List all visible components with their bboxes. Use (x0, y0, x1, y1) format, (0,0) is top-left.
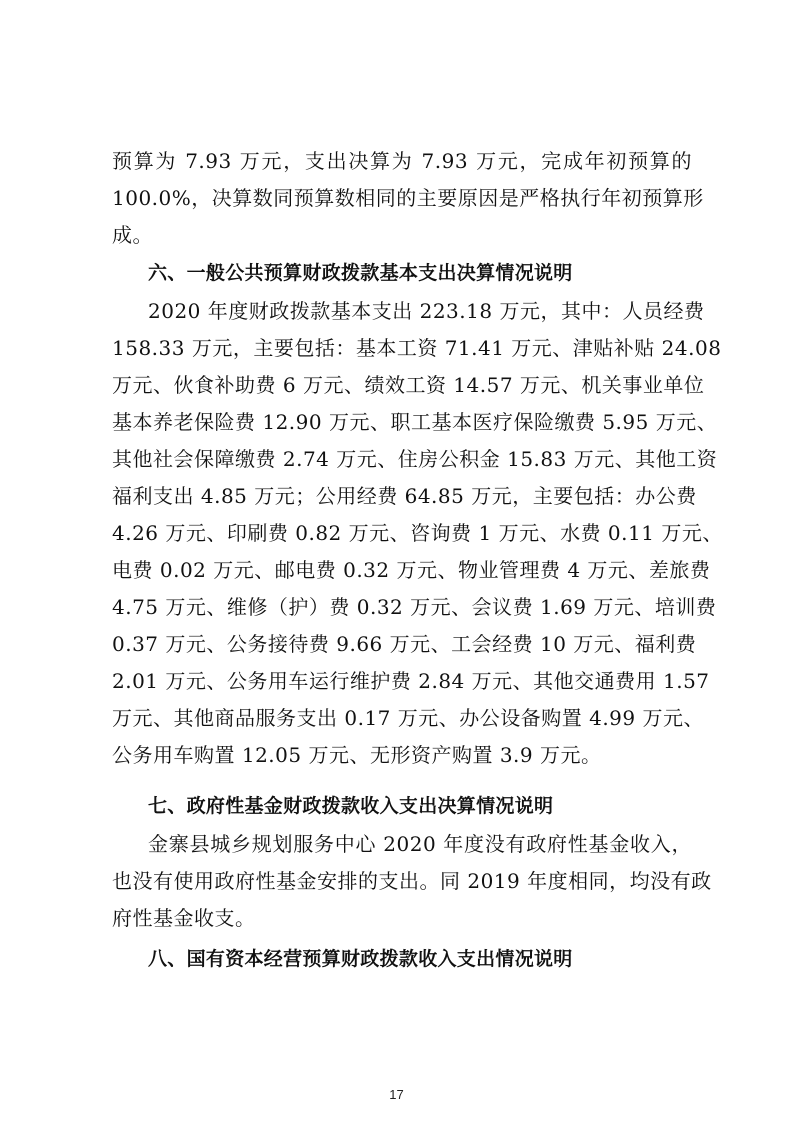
paragraph-line: 成。 (112, 223, 153, 247)
section-7-heading: 七、政府性基金财政拨款收入支出决算情况说明 (148, 795, 554, 817)
paragraph-line: 电费 0.02 万元、邮电费 0.32 万元、物业管理费 4 万元、差旅费 (112, 558, 711, 582)
paragraph-line: 福利支出 4.85 万元；公用经费 64.85 万元，主要包括：办公费 (112, 484, 697, 508)
paragraph-line: 2020 年度财政拨款基本支出 223.18 万元，其中：人员经费 (148, 299, 705, 323)
section-6-heading: 六、一般公共预算财政拨款基本支出决算情况说明 (148, 262, 573, 284)
paragraph-line: 预算为 7.93 万元，支出决算为 7.93 万元，完成年初预算的 (112, 149, 692, 173)
paragraph-line: 100.0%，决算数同预算数相同的主要原因是严格执行年初预算形 (112, 186, 704, 210)
paragraph-line: 金寨县城乡规划服务中心 2020 年度没有政府性基金收入， (148, 832, 692, 856)
paragraph-line: 公务用车购置 12.05 万元、无形资产购置 3.9 万元。 (112, 743, 602, 767)
paragraph-line: 4.75 万元、维修（护）费 0.32 万元、会议费 1.69 万元、培训费 (112, 595, 717, 619)
paragraph-line: 158.33 万元，主要包括：基本工资 71.41 万元、津贴补贴 24.08 (112, 336, 722, 360)
paragraph-line: 万元、其他商品服务支出 0.17 万元、办公设备购置 4.99 万元、 (112, 706, 704, 730)
paragraph-line: 2.01 万元、公务用车运行维护费 2.84 万元、其他交通费用 1.57 (112, 669, 710, 693)
paragraph-line: 其他社会保障缴费 2.74 万元、住房公积金 15.83 万元、其他工资 (112, 447, 718, 471)
paragraph-line: 基本养老保险费 12.90 万元、职工基本医疗保险缴费 5.95 万元、 (112, 410, 718, 434)
section-8-heading: 八、国有资本经营预算财政拨款收入支出情况说明 (148, 948, 573, 970)
paragraph-line: 万元、伙食补助费 6 万元、绩效工资 14.57 万元、机关事业单位 (112, 373, 705, 397)
paragraph-line: 府性基金收支。 (112, 906, 256, 930)
paragraph-line: 0.37 万元、公务接待费 9.66 万元、工会经费 10 万元、福利费 (112, 632, 697, 656)
page-number: 17 (389, 1087, 404, 1102)
paragraph-line: 4.26 万元、印刷费 0.82 万元、咨询费 1 万元、水费 0.11 万元、 (112, 521, 723, 545)
paragraph-line: 也没有使用政府性基金安排的支出。同 2019 年度相同，均没有政 (112, 869, 712, 893)
